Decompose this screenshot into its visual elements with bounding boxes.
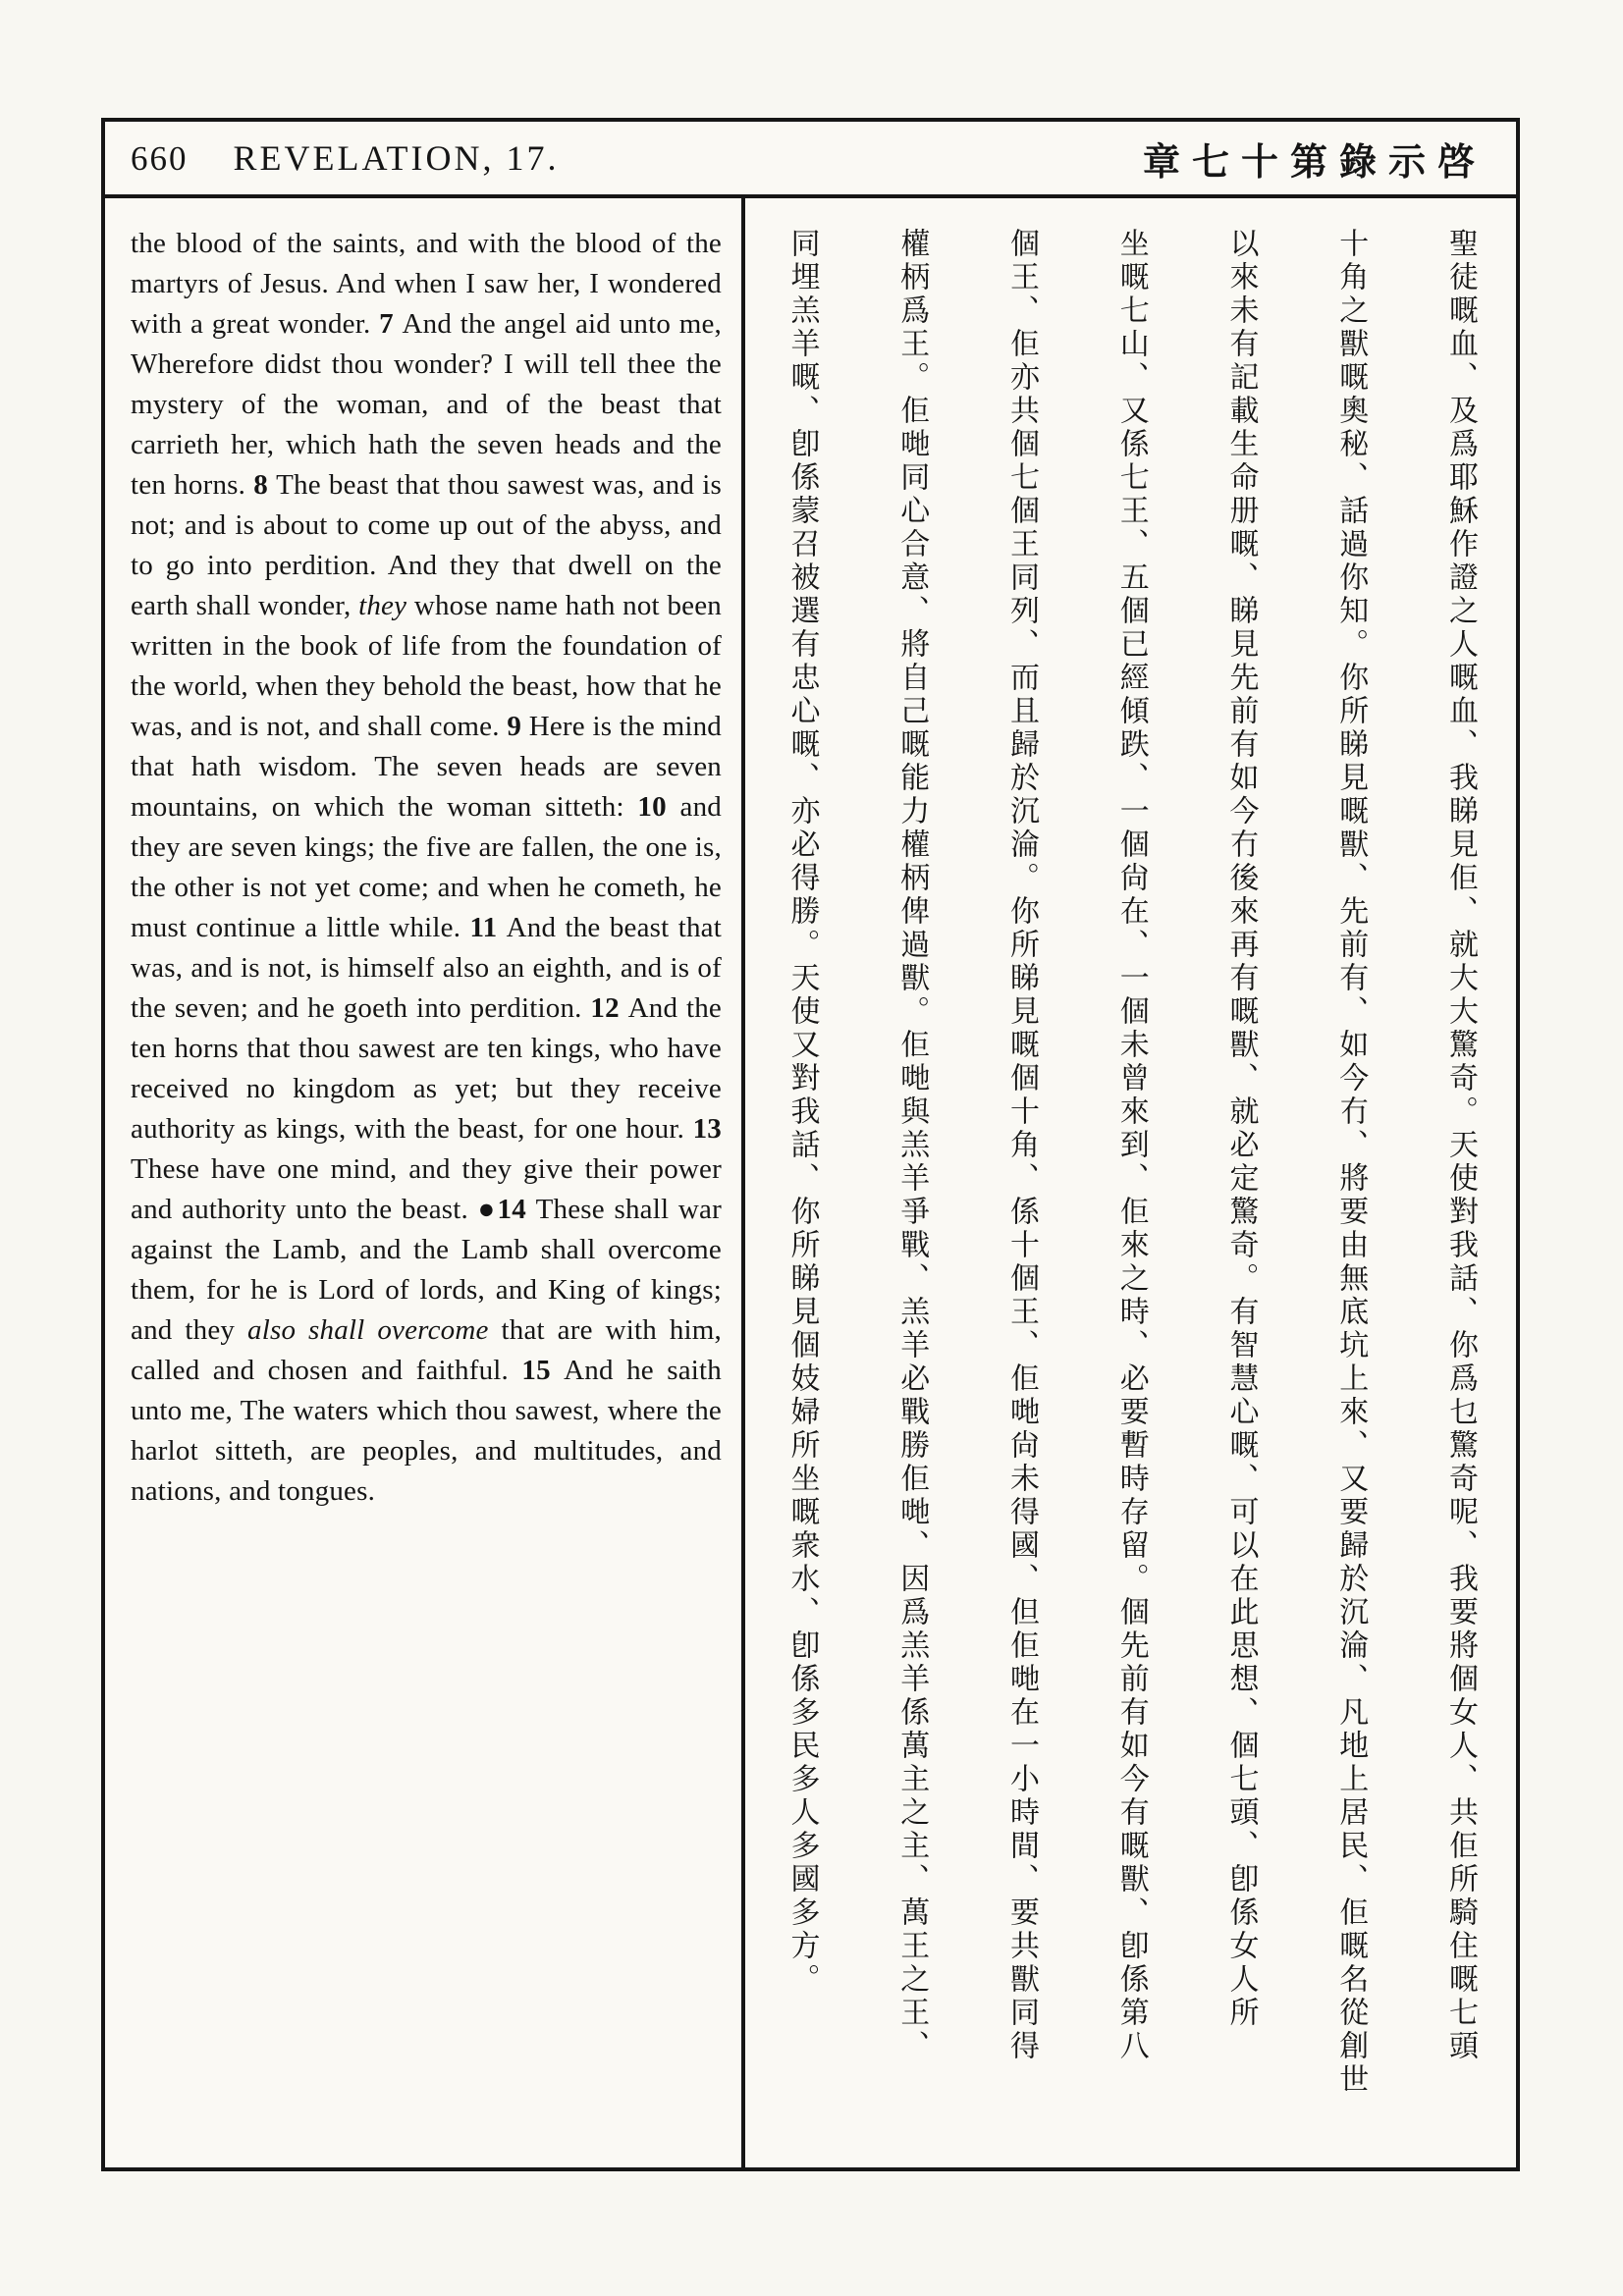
english-text-segment: 15 [521,1355,565,1386]
header-title-english: REVELATION, 17. [233,138,560,178]
english-text-segment: whose name hath not been written in the book of life from the foundation of the world, when they behold the beast, how that he was, and is not, and shall come. [131,590,722,742]
english-text-segment: These shall war against the Lamb, and the Lamb shall overcome them, for he is Lord of lords, and King of kings; and they [131,1194,722,1346]
book-page-frame [101,118,1520,2171]
english-text-segment: they [358,590,414,621]
page-number: 660 [131,139,189,178]
english-text-segment: that are with him, called and chosen and faithful. [131,1314,722,1386]
chinese-column-7: 同埋羔羊嘅、卽係蒙召被選有忠心嘅、亦必得勝。天使又對我話、你所睇見個妓婦所坐嘅衆水、卽係多民多人多國多方。 [785,228,819,1997]
english-text-segment: And the ten horns that thou sawest are ten kings, who have received no kingdom as yet; but they receive authority as kings, with the beast, for one hour. [131,992,722,1145]
chinese-column-5: 個王、佢亦共個七個王同列、而且歸於沉淪。你所睇見嘅個十角、係十個王、佢哋尙未得國、但佢哋在一小時間、要共獸同得 [1005,228,1038,2063]
chinese-column-4: 坐嘅七山、又係七王、五個已經傾跌、一個尙在、一個未曾來到、佢來之時、必要暫時存留。個先前有如今有嘅獸、卽係第八 [1114,228,1148,2063]
english-text-segment: These have one mind, and they give their power and authority unto the beast. ● [131,1153,722,1225]
chinese-column-2: 十角之獸嘅奧秘、話過你知。你所睇見嘅獸、先前有、如今冇、將要由無底坑上來、又要歸於沉淪、凡地上居民、佢嘅名從創世 [1334,228,1368,2097]
english-text-segment: 12 [590,992,628,1024]
english-text-segment: 14 [497,1194,536,1225]
english-text-segment: 7 [379,308,403,340]
english-text-segment: And the beast that was, and is not, is himself also an eighth, and is of the seven; and he goeth into perdition. [131,912,722,1024]
english-text-segment: 8 [253,469,277,501]
chinese-column-1: 聖徒嘅血、及爲耶穌作證之人嘅血、我睇見佢、就大大驚奇。天使對我話、你爲乜驚奇呢、我要將個女人、共佢所騎住嘅七頭 [1444,228,1477,2063]
header-left [131,137,559,179]
english-text-segment: And he saith unto me, The waters which thou sawest, where the harlot sitteth, are peoples, and multitudes, and nations, and tongues. [131,1355,722,1507]
english-text-segment: Here is the mind that hath wisdom. The seven heads are seven mountains, on which the woman sitteth: [131,711,722,823]
english-text-segment: and they are seven kings; the five are fallen, the one is, the other is not yet come; and when he cometh, he must continue a little while. [131,791,722,943]
english-text-segment: 10 [637,791,680,823]
page-body [105,198,1516,2167]
english-text-segment: 13 [692,1113,722,1145]
english-text-segment: also shall overcome [247,1314,502,1346]
chinese-column-3: 以來未有記載生命册嘅、睇見先前有如今冇後來再有嘅獸、就必定驚奇。有智慧心嘅、可以在此思想、個七頭、卽係女人所 [1224,228,1258,2030]
english-text-segment: 11 [469,912,507,943]
english-text-segment: And the angel aid unto me, Wherefore didst thou wonder? I will tell thee the mystery of the woman, and of the beast that carrieth her, which hath the seven heads and the ten horns. [131,308,722,501]
page-header [105,122,1516,198]
header-title-chinese: 章七十第錄示啓 [1142,141,1487,184]
english-text-segment: 9 [507,711,529,742]
chinese-text-column [745,198,1516,2167]
english-text-segment: the blood of the saints, and with the blood of the martyrs of Jesus. And when I saw her, I wondered with a great wonder. [131,228,722,340]
english-text-segment: The beast that thou sawest was, and is not; and is about to come up out of the abyss, and to go into perdition. And they that dwell on the earth shall wonder, [131,469,722,621]
english-text-column [105,198,741,2167]
chinese-column-6: 權柄爲王。佢哋同心合意、將自己嘅能力權柄俾過獸。佢哋與羔羊爭戰、羔羊必戰勝佢哋、因爲羔羊係萬主之主、萬王之王、 [895,228,929,2063]
